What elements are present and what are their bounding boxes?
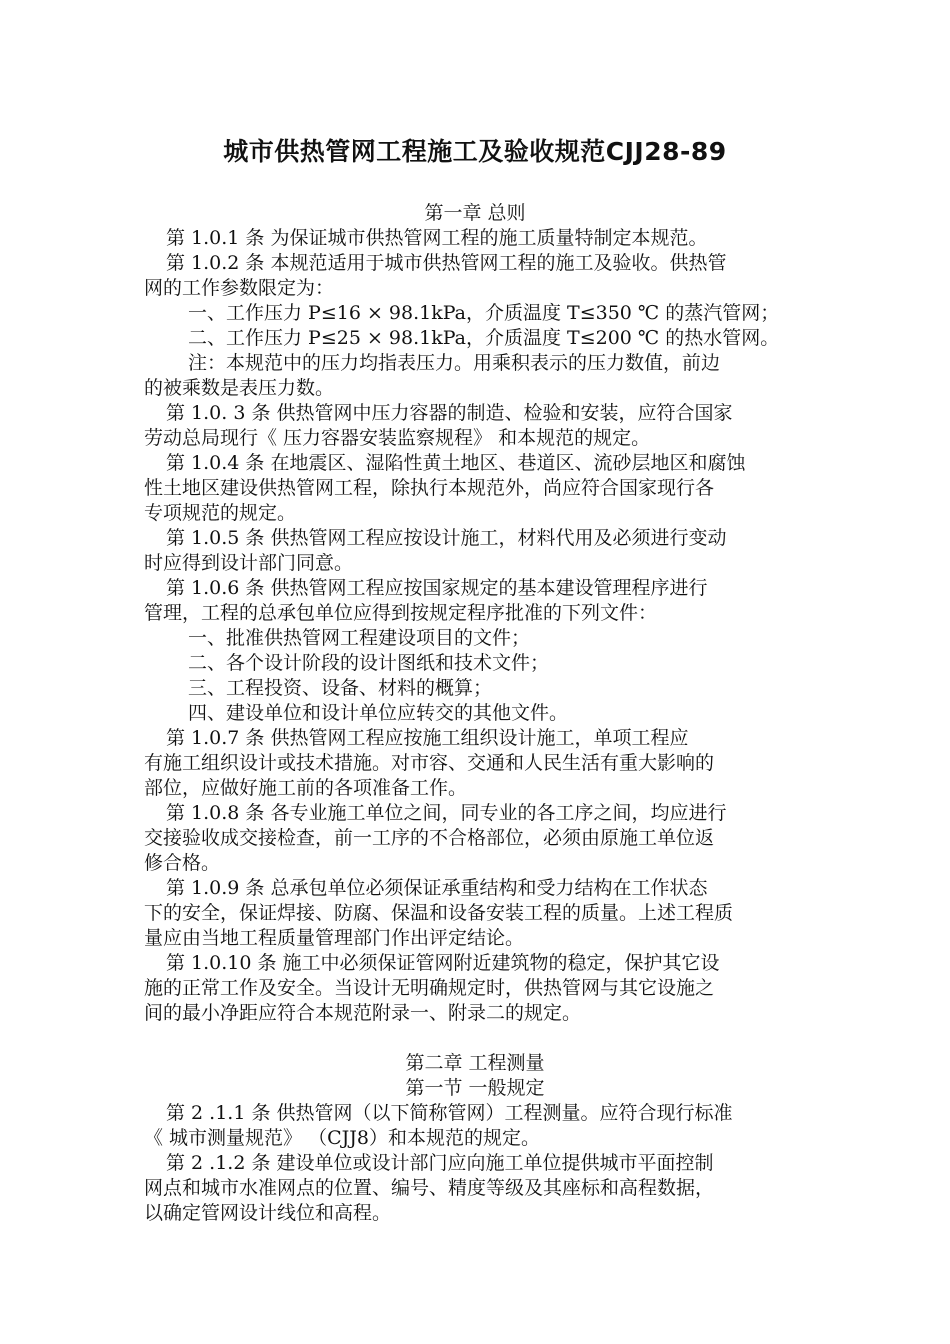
text-line: 修合格。 — [144, 852, 221, 874]
text-line: 第 1.0.8 条 各专业施工单位之间，同专业的各工序之间，均应进行 — [166, 802, 727, 824]
text-line: 第 2 .1.2 条 建设单位或设计部门应向施工单位提供城市平面控制 — [166, 1152, 714, 1174]
text-line: 第 2 .1.1 条 供热管网（以下简称管网）工程测量。应符合现行标准 — [166, 1102, 733, 1124]
text-line: 网点和城市水准网点的位置、编号、精度等级及其座标和高程数据， — [144, 1177, 715, 1199]
text-line: 施的正常工作及安全。当设计无明确规定时，供热管网与其它设施之 — [144, 977, 715, 999]
section-heading: 第一节 一般规定 — [405, 1077, 545, 1099]
chapter-heading: 第一章 总则 — [424, 202, 526, 224]
text-line: 《 城市测量规范》 （CJJ8）和本规范的规定。 — [144, 1127, 540, 1149]
text-line: 部位，应做好施工前的各项准备工作。 — [144, 777, 468, 799]
text-line: 二、工作压力 P≤25 × 98.1kPa，介质温度 T≤200 ℃ 的热水管网。 — [188, 327, 780, 349]
text-line: 有施工组织设计或技术措施。对市容、交通和人民生活有重大影响的 — [144, 752, 715, 774]
text-line: 第 1.0.5 条 供热管网工程应按设计施工，材料代用及必须进行变动 — [166, 527, 727, 549]
text-line: 第 1.0.10 条 施工中必须保证管网附近建筑物的稳定，保护其它设 — [166, 952, 720, 974]
text-line: 性土地区建设供热管网工程，除执行本规范外，尚应符合国家现行各 — [144, 477, 715, 499]
text-line: 间的最小净距应符合本规范附录一、附录二的规定。 — [144, 1002, 582, 1024]
text-line: 第 1.0.4 条 在地震区、湿陷性黄土地区、巷道区、流砂层地区和腐蚀 — [166, 452, 746, 474]
text-line: 网的工作参数限定为： — [144, 277, 335, 299]
text-line: 以确定管网设计线位和高程。 — [144, 1202, 392, 1224]
text-line: 三、工程投资、设备、材料的概算； — [188, 677, 493, 699]
text-line: 第 1.0.2 条 本规范适用于城市供热管网工程的施工及验收。供热管 — [166, 252, 727, 274]
document-title: 城市供热管网工程施工及验收规范CJJ28-89 — [223, 137, 727, 166]
text-line: 第 1.0. 3 条 供热管网中压力容器的制造、检验和安装，应符合国家 — [166, 402, 733, 424]
text-line: 劳动总局现行《 压力容器安装监察规程》 和本规范的规定。 — [144, 427, 651, 449]
text-line: 交接验收成交接检查，前一工序的不合格部位，必须由原施工单位返 — [144, 827, 715, 849]
text-line: 下的安全，保证焊接、防腐、保温和设备安装工程的质量。上述工程质 — [144, 902, 734, 924]
text-line: 管理，工程的总承包单位应得到按规定程序批准的下列文件： — [144, 602, 658, 624]
chapter-heading: 第二章 工程测量 — [405, 1052, 545, 1074]
text-line: 第 1.0.1 条 为保证城市供热管网工程的施工质量特制定本规范。 — [166, 227, 708, 249]
text-line: 注：本规范中的压力均指表压力。用乘积表示的压力数值，前边 — [188, 352, 721, 374]
text-line: 四、建设单位和设计单位应转交的其他文件。 — [188, 702, 569, 724]
text-line: 二、各个设计阶段的设计图纸和技术文件； — [188, 652, 550, 674]
text-line: 第 1.0.9 条 总承包单位必须保证承重结构和受力结构在工作状态 — [166, 877, 708, 899]
text-line: 一、批准供热管网工程建设项目的文件； — [188, 627, 531, 649]
text-line: 专项规范的规定。 — [144, 502, 297, 524]
text-line: 时应得到设计部门同意。 — [144, 552, 354, 574]
text-line: 的被乘数是表压力数。 — [144, 377, 335, 399]
text-line: 量应由当地工程质量管理部门作出评定结论。 — [144, 927, 525, 949]
text-line: 第 1.0.6 条 供热管网工程应按国家规定的基本建设管理程序进行 — [166, 577, 708, 599]
text-line: 一、工作压力 P≤16 × 98.1kPa，介质温度 T≤350 ℃ 的蒸汽管网； — [188, 302, 780, 324]
text-line: 第 1.0.7 条 供热管网工程应按施工组织设计施工，单项工程应 — [166, 727, 689, 749]
